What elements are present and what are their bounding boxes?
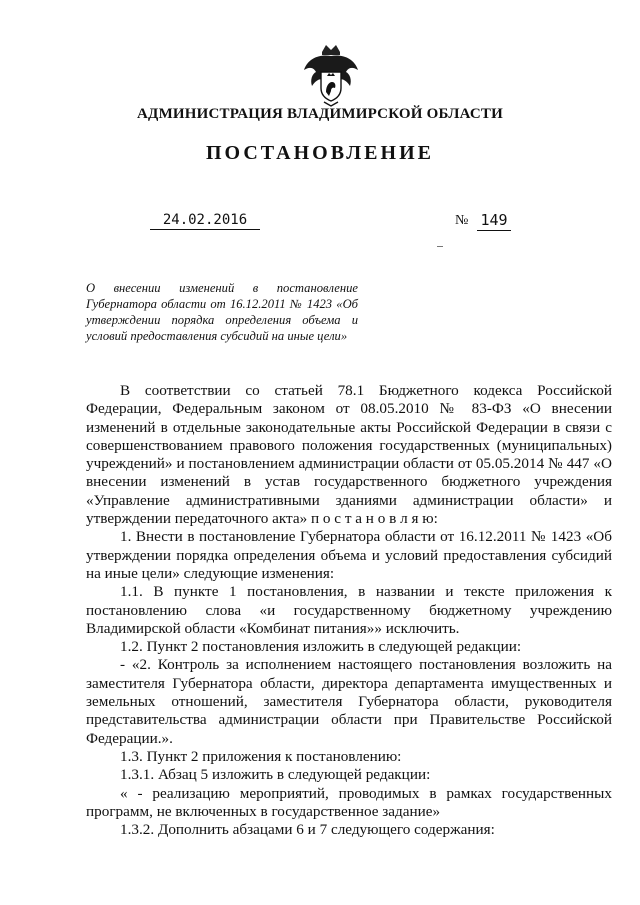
- body-paragraph: - «2. Контроль за исполнением настоящего постановления возложить на заместителя Губернатора области, директора департамента имущественных и земельных отношений, заместителя Губернатора области, руководителя представительства администрации области при Правительстве Российской Федерации.».: [86, 656, 612, 747]
- document-number: 149: [477, 211, 511, 231]
- body-paragraph: В соответствии со статьей 78.1 Бюджетного кодекса Российской Федерации, Федеральным законом от 08.05.2010 № 83-ФЗ «О внесении изменений в отдельные законодательные акты Российской Федерации в связи с совершенствованием правового положения государственных (муниципальных) учреждений» и постановлением администрации области от 05.05.2014 № 447 «О внесении изменений в устав государственного бюджетного учреждения «Управление административными зданиями администрации области» и утверждении передаточного акта» п о с т а н о в л я ю:: [86, 382, 612, 528]
- number-sign: №: [455, 213, 469, 228]
- margin-tick: [437, 246, 443, 247]
- coat-of-arms-icon: [302, 42, 360, 108]
- document-date: 24.02.2016: [150, 212, 260, 230]
- body-paragraph: 1.3. Пункт 2 приложения к постановлению:: [120, 747, 402, 765]
- body-paragraph: 1.1. В пункте 1 постановления, в названии и тексте приложения к постановлению слова «и государственному бюджетному учреждению Владимирской области «Комбинат питания»» исключить.: [86, 583, 612, 637]
- body-paragraph: « - реализацию мероприятий, проводимых в рамках государственных программ, не включенных в государственное задание»: [86, 784, 612, 820]
- document-type-title: ПОСТАНОВЛЕНИЕ: [206, 142, 434, 164]
- document-body: [86, 382, 612, 839]
- document-subject: О внесении изменений в постановление Губернатора области от 16.12.2011 № 1423 «Об утверждении порядка определения объема и условий предоставления субсидий на иные цели»: [86, 281, 358, 343]
- body-paragraph: 1.3.1. Абзац 5 изложить в следующей редакции:: [120, 766, 431, 784]
- body-paragraph: 1.2. Пункт 2 постановления изложить в следующей редакции:: [120, 638, 522, 656]
- body-paragraph: 1.3.2. Дополнить абзацами 6 и 7 следующего содержания:: [120, 821, 495, 839]
- organization-name: АДМИНИСТРАЦИЯ ВЛАДИМИРСКОЙ ОБЛАСТИ: [137, 106, 503, 122]
- body-paragraph: 1. Внести в постановление Губернатора области от 16.12.2011 № 1423 «Об утверждении порядка определения объема и условий предоставления субсидий на иные цели» следующие изменения:: [86, 528, 612, 582]
